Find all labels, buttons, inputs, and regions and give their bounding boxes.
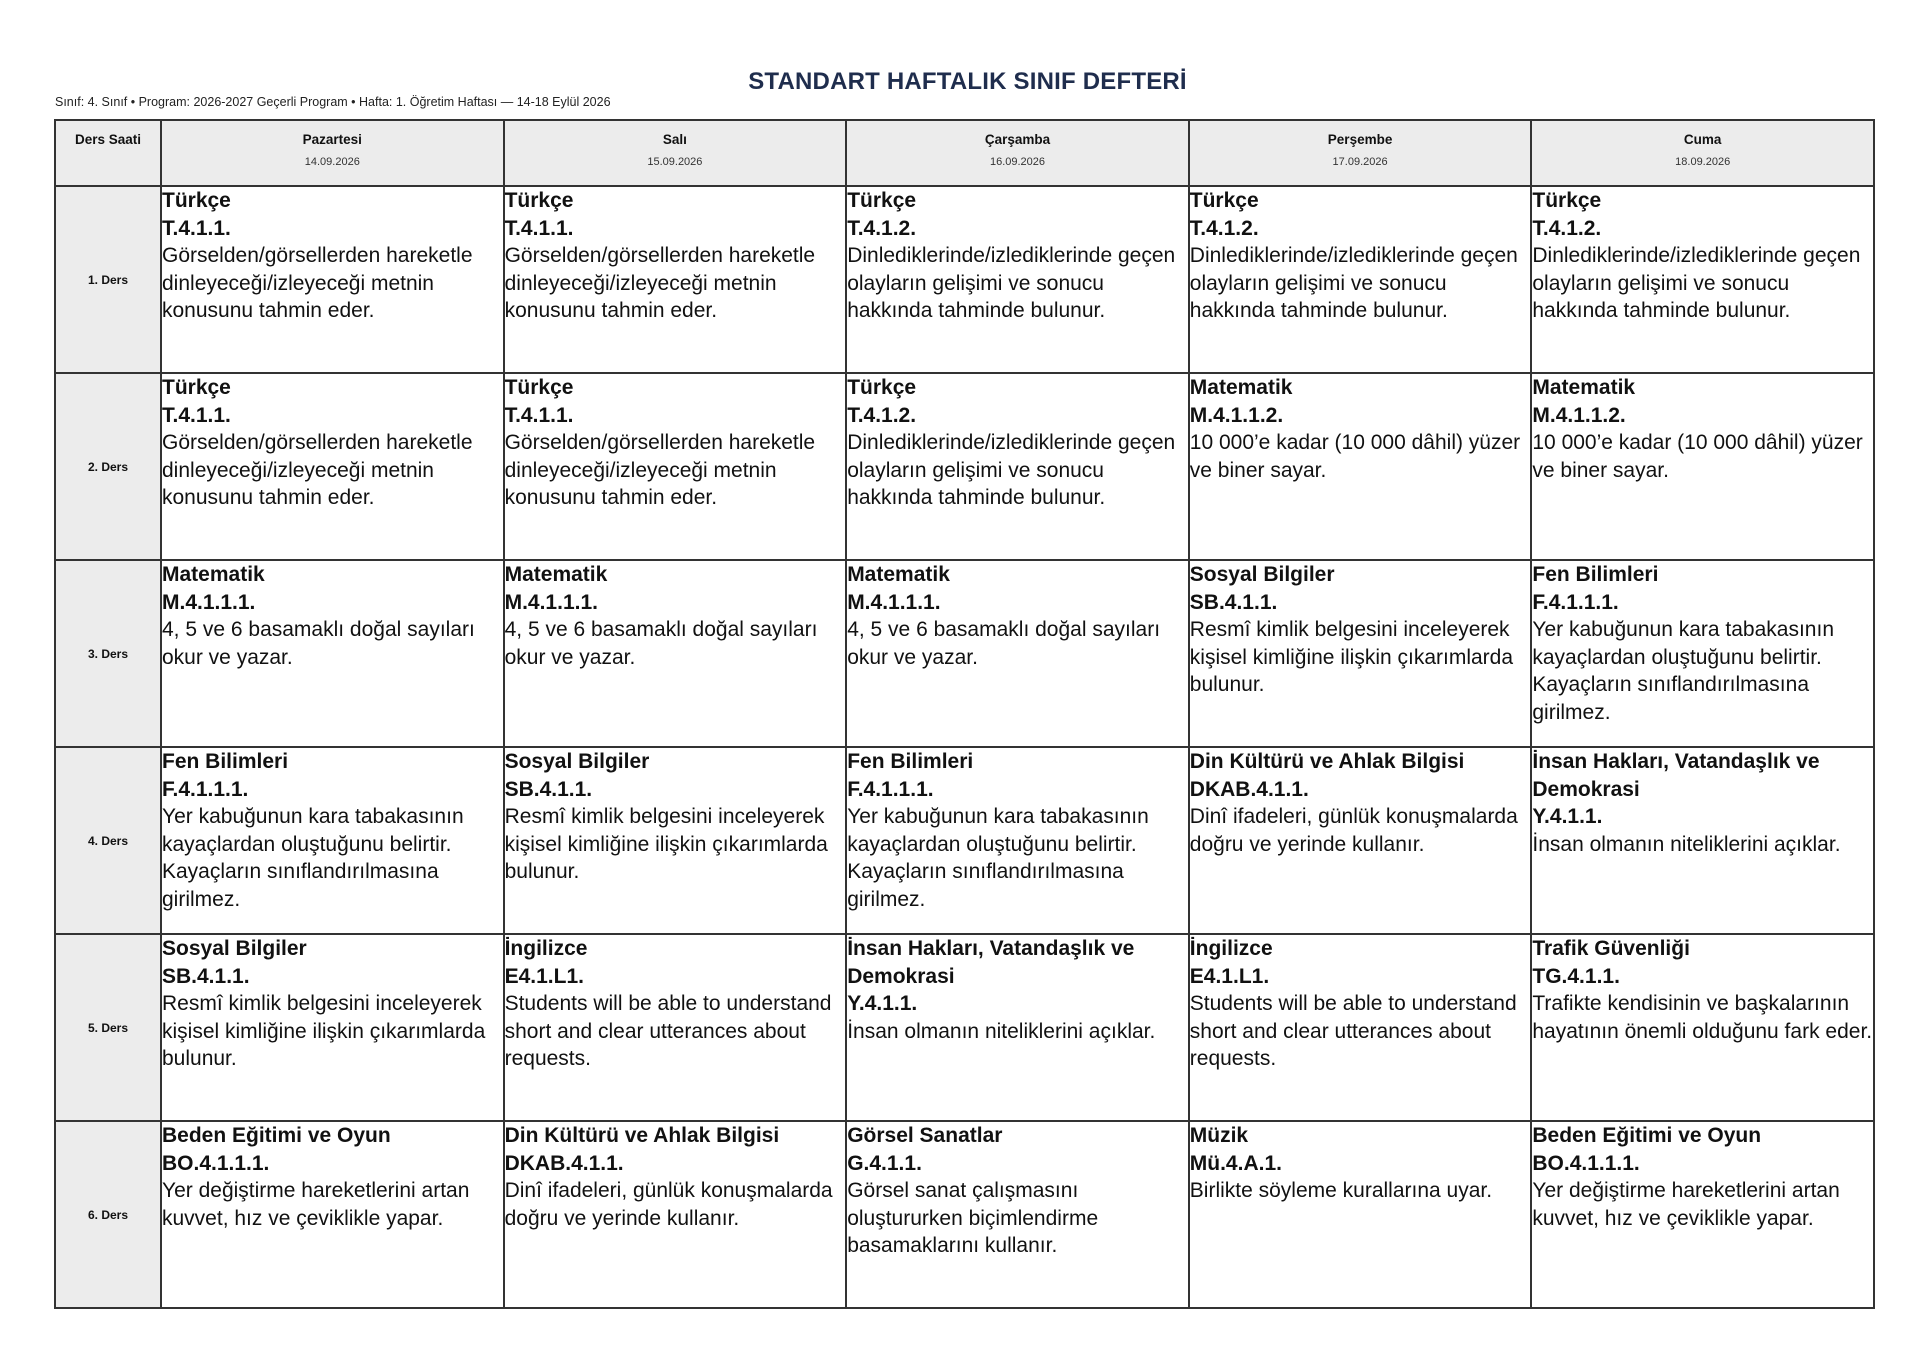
lesson-description: Görsel sanat çalışmasını oluştururken biçimlendirme basamaklarını kullanır. [847,1179,1099,1257]
day-date: 18.09.2026 [1675,156,1731,168]
lesson-subject: Beden Eğitimi ve Oyun [1532,1124,1762,1147]
lesson-description: İnsan olmanın niteliklerini açıklar. [847,1019,1156,1043]
day-date: 16.09.2026 [989,156,1046,168]
period-label: 3. Ders [55,560,161,747]
lesson-subject: Türkçe [162,189,231,212]
lesson-description: Yer değiştirme hareketlerini artan kuvvet, hız ve çeviklikle yapar. [1532,1179,1840,1230]
lesson-cell [1189,373,1532,560]
lesson-description: Görselden/görsellerden hareketle dinleyeceği/izleyeceği metnin konusunu tahmin eder. [504,431,816,509]
lesson-subject: Sosyal Bilgiler [504,750,650,773]
schedule-row [55,560,1874,747]
class-info-line: Sınıf: 4. Sınıf • Program: 2026-2027 Geçerli Program • Hafta: 1. Öğretim Haftası — 14-18 Eylül 2026 [55,95,611,109]
lesson-code: T.4.1.2. [847,216,917,240]
lesson-code: M.4.1.1.1. [504,590,598,614]
period-label: 6. Ders [55,1121,161,1308]
lesson-description: 10 000’e kadar (10 000 dâhil) yüzer ve biner sayar. [1532,431,1863,482]
lesson-cell [504,747,847,934]
lesson-cell [1189,934,1532,1121]
day-header-thursday [1189,120,1532,186]
lesson-code: G.4.1.1. [847,1151,922,1175]
lesson-description: Görselden/görsellerden hareketle dinleyeceği/izleyeceği metnin konusunu tahmin eder. [162,431,473,509]
lesson-cell [161,934,504,1121]
schedule-row [55,1121,1874,1308]
lesson-code: F.4.1.1.1. [847,777,934,801]
lesson-description: 4, 5 ve 6 basamaklı doğal sayıları okur ve yazar. [162,618,475,669]
lesson-cell [161,373,504,560]
corner-header: Ders Saati [55,120,161,186]
lesson-cell [504,186,847,373]
lesson-subject: Sosyal Bilgiler [1189,563,1335,586]
lesson-cell [504,1121,847,1308]
lesson-cell [846,560,1189,747]
schedule-row [55,934,1874,1121]
day-header-tuesday [504,120,847,186]
schedule-body [55,186,1874,1308]
lesson-subject: Beden Eğitimi ve Oyun [162,1124,391,1147]
day-name: Pazartesi [302,132,362,147]
lesson-description: Görselden/görsellerden hareketle dinleyeceği/izleyeceği metnin konusunu tahmin eder. [162,244,473,322]
lesson-cell [161,186,504,373]
lesson-code: BO.4.1.1.1. [1532,1151,1640,1175]
lesson-cell [1531,747,1874,934]
lesson-code: M.4.1.1.2. [1532,403,1626,427]
lesson-cell [846,747,1189,934]
lesson-cell [1531,186,1874,373]
lesson-code: TG.4.1.1. [1532,964,1620,988]
lesson-code: T.4.1.2. [1189,216,1259,240]
lesson-description: Dinlediklerinde/izlediklerinde geçen olayların gelişimi ve sonucu hakkında tahminde bulunur. [1532,244,1861,322]
lesson-description: Trafikte kendisinin ve başkalarının hayatının önemli olduğunu fark eder. [1532,992,1873,1043]
day-name: Cuma [1683,132,1722,147]
lesson-description: Dinlediklerinde/izlediklerinde geçen olayların gelişimi ve sonucu hakkında tahminde bulunur. [847,244,1176,322]
lesson-code: DKAB.4.1.1. [504,1151,624,1175]
lesson-code: SB.4.1.1. [1189,590,1278,614]
lesson-description: Students will be able to understand short and clear utterances about requests. [504,992,832,1070]
lesson-code: DKAB.4.1.1. [1189,777,1309,801]
table-header-row [55,120,1874,186]
lesson-description: Yer kabuğunun kara tabakasının kayaçlardan oluştuğunu belirtir. Kayaçların sınıflandırılmasına girilmez. [847,805,1149,911]
lesson-subject: Görsel Sanatlar [847,1124,1003,1147]
lesson-cell [1189,186,1532,373]
lesson-description: Görselden/görsellerden hareketle dinleyeceği/izleyeceği metnin konusunu tahmin eder. [504,244,816,322]
lesson-subject: Türkçe [847,376,917,399]
lesson-description: 4, 5 ve 6 basamaklı doğal sayıları okur ve yazar. [504,618,818,669]
lesson-subject: Matematik [1532,376,1636,399]
lesson-description: 4, 5 ve 6 basamaklı doğal sayıları okur ve yazar. [847,618,1161,669]
lesson-subject: Matematik [162,563,265,586]
lesson-cell [504,560,847,747]
lesson-code: E4.1.L1. [1189,964,1270,988]
lesson-code: E4.1.L1. [504,964,584,988]
lesson-description: Yer kabuğunun kara tabakasının kayaçlardan oluştuğunu belirtir. Kayaçların sınıflandırılmasına girilmez. [162,805,464,911]
lesson-code: T.4.1.2. [847,403,917,427]
schedule-row [55,186,1874,373]
page-title: STANDART HAFTALIK SINIF DEFTERİ [748,68,1187,96]
lesson-cell [1531,560,1874,747]
lesson-cell [161,747,504,934]
lesson-cell [1531,1121,1874,1308]
lesson-cell [1531,373,1874,560]
weekly-schedule-table [54,119,1875,1309]
lesson-subject: Din Kültürü ve Ahlak Bilgisi [504,1124,780,1147]
lesson-code: T.4.1.2. [1532,216,1602,240]
lesson-cell [1189,1121,1532,1308]
period-label: 1. Ders [55,186,161,373]
lesson-cell [846,373,1189,560]
lesson-description: İnsan olmanın niteliklerini açıklar. [1532,832,1841,856]
lesson-subject: İnsan Hakları, Vatandaşlık ve Demokrasi [1532,750,1820,801]
lesson-code: F.4.1.1.1. [162,777,249,801]
lesson-cell [161,560,504,747]
period-label: 2. Ders [55,373,161,560]
lesson-subject: Türkçe [504,189,574,212]
lesson-subject: Trafik Güvenliği [1532,937,1690,960]
lesson-cell [846,934,1189,1121]
lesson-cell [161,1121,504,1308]
period-label: 4. Ders [55,747,161,934]
day-date: 14.09.2026 [304,156,360,168]
lesson-code: T.4.1.1. [162,216,231,240]
lesson-code: SB.4.1.1. [504,777,593,801]
lesson-description: Dinlediklerinde/izlediklerinde geçen olayların gelişimi ve sonucu hakkında tahminde bulunur. [847,431,1176,509]
lesson-subject: Matematik [847,563,950,586]
lesson-code: SB.4.1.1. [162,964,250,988]
day-date: 17.09.2026 [1332,156,1388,168]
lesson-code: T.4.1.1. [162,403,231,427]
lesson-cell [504,373,847,560]
lesson-subject: Sosyal Bilgiler [162,937,307,960]
lesson-description: Resmî kimlik belgesini inceleyerek kişisel kimliğine ilişkin çıkarımlarda bulunur. [162,992,486,1070]
lesson-description: Resmî kimlik belgesini inceleyerek kişisel kimliğine ilişkin çıkarımlarda bulunur. [1189,618,1514,696]
lesson-subject: Fen Bilimleri [1532,563,1659,586]
lesson-cell [504,934,847,1121]
lesson-description: Students will be able to understand short and clear utterances about requests. [1189,992,1517,1070]
lesson-code: Y.4.1.1. [847,992,918,1015]
lesson-code: T.4.1.1. [504,403,574,427]
lesson-subject: Matematik [1189,376,1293,399]
lesson-cell [846,186,1189,373]
lesson-cell [1189,747,1532,934]
day-header-monday [161,120,504,186]
lesson-subject: İngilizce [504,937,588,960]
day-name: Perşembe [1327,132,1393,147]
lesson-description: 10 000’e kadar (10 000 dâhil) yüzer ve biner sayar. [1189,431,1521,482]
lesson-code: M.4.1.1.2. [1189,403,1284,427]
lesson-code: T.4.1.1. [504,216,574,240]
day-name: Salı [662,132,687,147]
lesson-subject: İnsan Hakları, Vatandaşlık ve Demokrasi [847,937,1135,988]
period-label: 5. Ders [55,934,161,1121]
lesson-description: Dinî ifadeleri, günlük konuşmalarda doğru ve yerinde kullanır. [504,1179,833,1230]
lesson-code: BO.4.1.1.1. [162,1151,270,1175]
lesson-subject: Fen Bilimleri [162,750,289,773]
lesson-cell [846,1121,1189,1308]
day-date: 15.09.2026 [647,156,703,168]
lesson-subject: Türkçe [162,376,231,399]
lesson-subject: Fen Bilimleri [847,750,974,773]
lesson-description: Yer değiştirme hareketlerini artan kuvvet, hız ve çeviklikle yapar. [162,1179,470,1230]
day-name: Çarşamba [984,132,1051,147]
schedule-row [55,373,1874,560]
lesson-subject: Türkçe [847,189,917,212]
day-header-friday [1531,120,1874,186]
lesson-code: M.4.1.1.1. [162,590,256,614]
lesson-subject: Türkçe [504,376,574,399]
schedule-row [55,747,1874,934]
lesson-code: Y.4.1.1. [1532,805,1603,828]
lesson-cell [1531,934,1874,1121]
lesson-description: Dinlediklerinde/izlediklerinde geçen olayların gelişimi ve sonucu hakkında tahminde bulunur. [1189,244,1518,322]
lesson-code: Mü.4.A.1. [1189,1151,1282,1175]
lesson-description: Birlikte söyleme kurallarına uyar. [1189,1179,1493,1202]
lesson-description: Yer kabuğunun kara tabakasının kayaçlardan oluştuğunu belirtir. Kayaçların sınıflandırılmasına girilmez. [1532,618,1834,724]
lesson-cell [1189,560,1532,747]
lesson-description: Dinî ifadeleri, günlük konuşmalarda doğru ve yerinde kullanır. [1189,805,1518,856]
lesson-subject: Matematik [504,563,608,586]
lesson-description: Resmî kimlik belgesini inceleyerek kişisel kimliğine ilişkin çıkarımlarda bulunur. [504,805,828,883]
lesson-code: F.4.1.1.1. [1532,590,1619,614]
lesson-subject: Müzik [1189,1124,1249,1147]
lesson-subject: Din Kültürü ve Ahlak Bilgisi [1189,750,1465,773]
lesson-subject: İngilizce [1189,937,1273,960]
lesson-subject: Türkçe [1189,189,1259,212]
lesson-subject: Türkçe [1532,189,1602,212]
day-header-wednesday [846,120,1189,186]
lesson-code: M.4.1.1.1. [847,590,941,614]
